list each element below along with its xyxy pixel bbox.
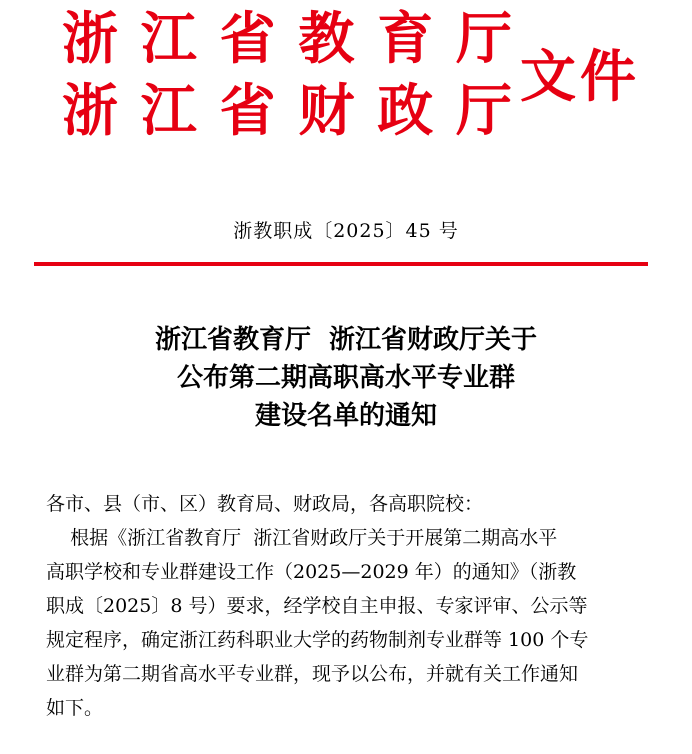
title-line: 建设名单的通知: [254, 401, 437, 431]
paragraph-line: 规定程序，确定浙江药科职业大学的药物制剂专业群等 100 个专: [46, 629, 589, 651]
org-char: 省: [219, 7, 276, 72]
paragraph-line: 业群为第二期省高水平专业群，现予以公布，并就有关工作通知: [46, 663, 579, 685]
document-number: 浙教职成〔2025〕45 号: [233, 220, 459, 242]
org-char: 省: [219, 79, 276, 144]
title-line: 浙江省教育厅 浙江省财政厅关于: [154, 325, 538, 355]
red-divider: [34, 262, 648, 266]
org-char: 财: [298, 79, 355, 144]
org-char: 江: [140, 7, 197, 72]
org-char: 江: [140, 79, 197, 144]
org-char: 育: [377, 7, 434, 72]
org-char: 政: [377, 79, 434, 144]
paragraph-line: 如下。: [46, 697, 104, 719]
salutation: 各市、县（市、区）教育局、财政局，各高职院校：: [46, 493, 484, 515]
org-char: 浙: [62, 79, 118, 144]
paragraph-line: 职成〔2025〕8 号）要求，经学校自主申报、专家评审、公示等: [46, 595, 588, 617]
document-title: [0, 321, 692, 435]
document-body: [46, 487, 646, 725]
org-char: 厅: [455, 79, 512, 144]
org-line-education: [62, 7, 512, 72]
org-char: 浙: [62, 7, 118, 72]
issuing-organizations: [62, 7, 512, 154]
paragraph-line: 根据《浙江省教育厅 浙江省财政厅关于开展第二期高水平: [46, 527, 558, 549]
org-char: 教: [298, 7, 355, 72]
header-suffix: 文件: [520, 45, 640, 110]
org-char: 厅: [455, 7, 512, 72]
title-line: 公布第二期高职高水平专业群: [176, 363, 515, 393]
org-line-finance: [62, 79, 512, 144]
document-header: [0, 0, 692, 190]
paragraph-line: 高职学校和专业群建设工作（2025—2029 年）的通知》（浙教: [46, 561, 577, 583]
